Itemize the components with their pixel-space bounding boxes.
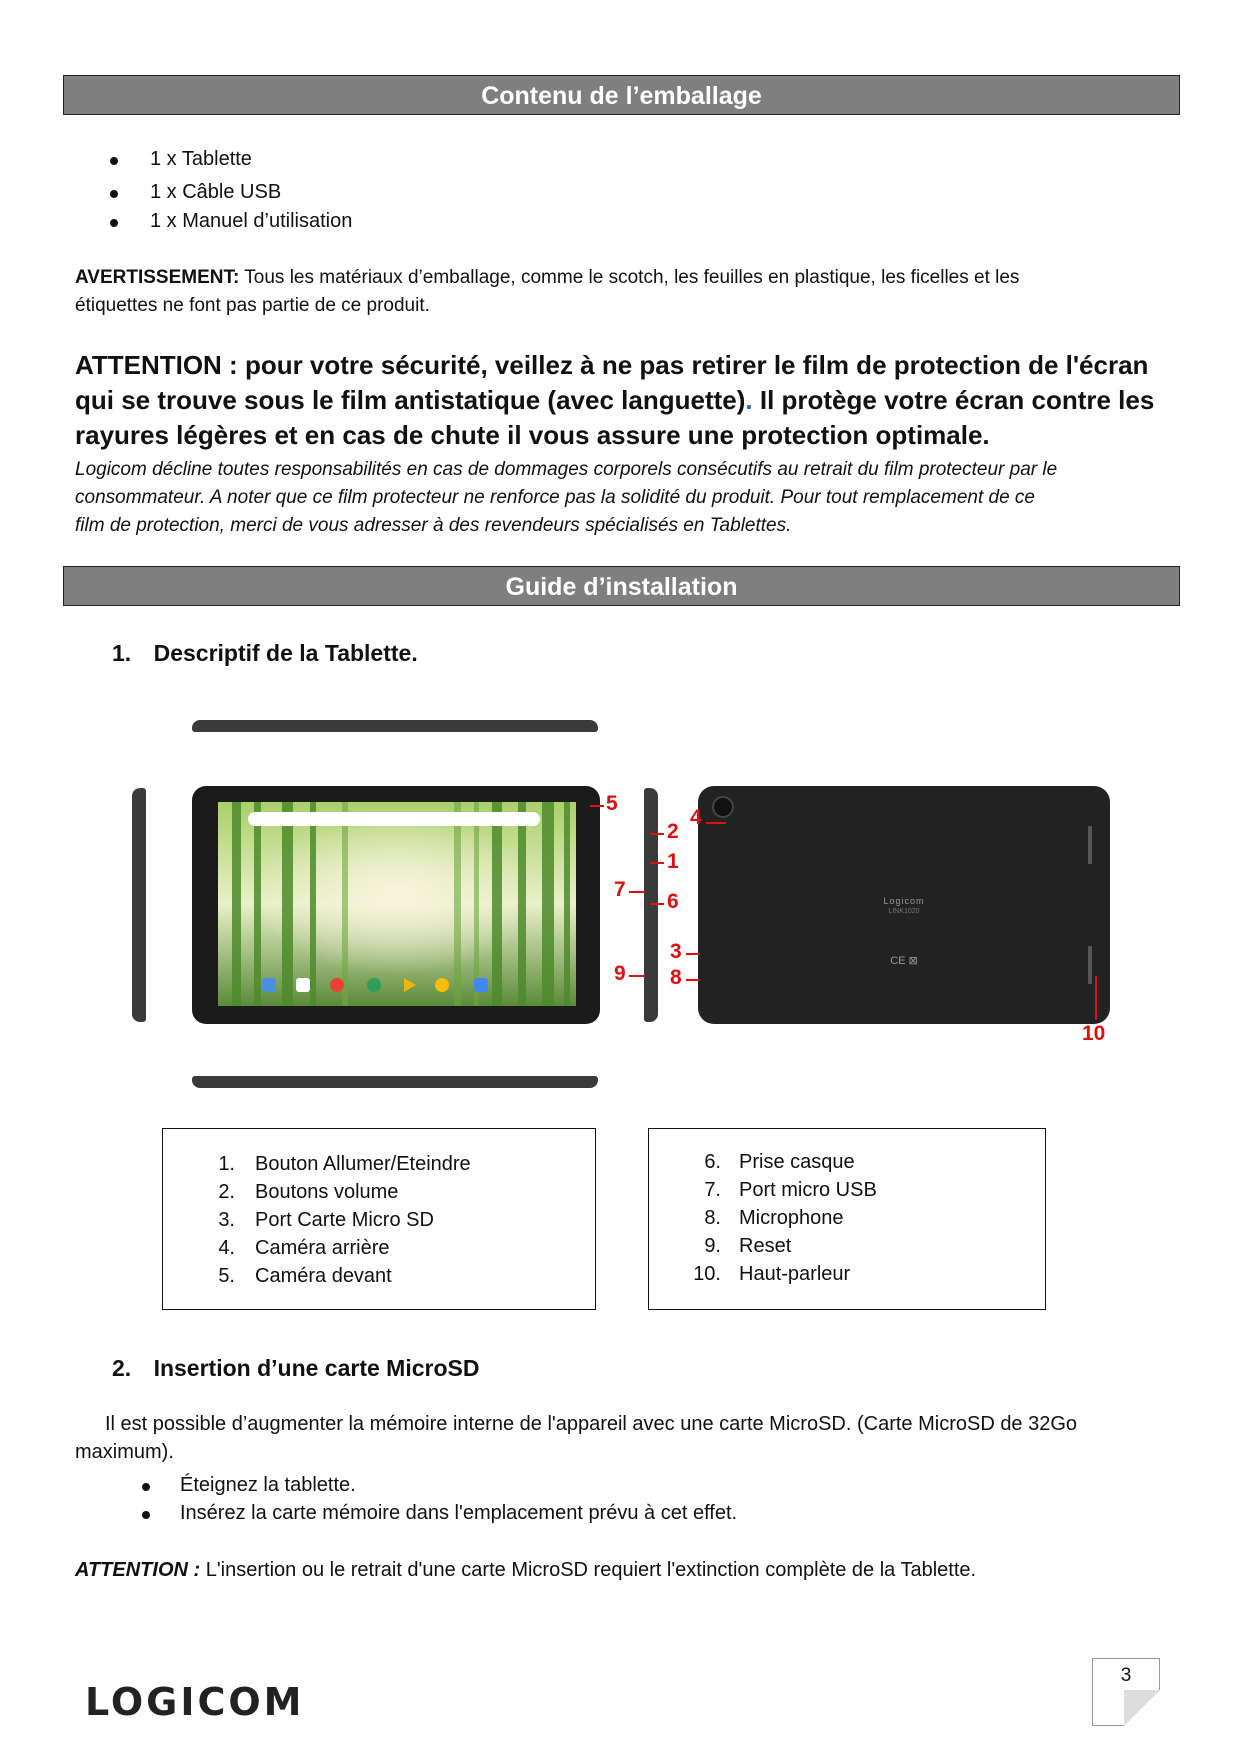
warning-paragraph: AVERTISSEMENT: Tous les matériaux d’emballage, comme le scotch, les feuilles en plastique, les ficelles et les étiquettes ne font pas partie de ce produit.: [75, 267, 1020, 316]
heading-tablet-description: 1. Descriptif de la Tablette.: [112, 640, 418, 666]
callout-5: 5: [606, 792, 618, 815]
callout-6: 6: [667, 890, 679, 913]
callout-8: 8: [670, 966, 682, 989]
callout-3: 3: [670, 940, 682, 963]
back-brand-text: Logicom: [883, 896, 925, 906]
microsd-paragraph: Il est possible d’augmenter la mémoire interne de l'appareil avec une carte MicroSD. (Carte MicroSD de 32Go maximum).: [75, 1413, 1078, 1463]
page-number: 3: [1120, 1665, 1132, 1686]
footer-logo: LOGICOM: [85, 1680, 305, 1724]
callout-1: 1: [667, 850, 679, 873]
disclaimer-paragraph: Logicom décline toutes responsabilités en cas de dommages corporels consécutifs au retrait du film protecteur par le consommateur. A noter que ce film protecteur ne renforce pas la solidité du produit. Pour tout remplacement de ce film de protection, merci de vous adresser à des revendeurs spécialisés en Tablettes.: [75, 459, 1058, 536]
tablet-back: [698, 786, 1110, 1024]
final-attention: ATTENTION : L'insertion ou le retrait d'une carte MicroSD requiert l'extinction complète de la Tablette.: [75, 1559, 977, 1581]
callout-9: 9: [614, 962, 626, 985]
legend-box-left: 1. Bouton Allumer/Eteindre 2. Boutons volume 3. Port Carte Micro SD 4. Caméra arrière 5. Caméra devant: [162, 1128, 596, 1310]
callout-7: 7: [614, 878, 626, 901]
page-number-box: [1092, 1658, 1160, 1726]
tablet-right-side: [644, 788, 658, 1022]
attention-notice: ATTENTION : pour votre sécurité, veillez à ne pas retirer le film de protection de l'écran qui se trouve sous le film antistatique (avec languette). Il protège votre écran contre les rayures légères et en cas de chute il vous assure une protection optimale.: [75, 350, 1155, 450]
tablet-diagram: [120, 710, 1130, 1100]
rear-camera-icon: [712, 796, 734, 818]
screen-wallpaper: [192, 786, 600, 1024]
tablet-front: [192, 786, 600, 1024]
legend-box-right: 6. Prise casque 7. Port micro USB 8. Microphone 9. Reset 10. Haut-parleur: [648, 1128, 1046, 1310]
speaker-grille-top: [1088, 826, 1092, 864]
heading-microsd: 2. Insertion d’une carte MicroSD: [112, 1355, 480, 1381]
callout-4: 4: [690, 806, 702, 829]
callout-10: 10: [1082, 1022, 1106, 1045]
tablet-top-edge: [192, 720, 598, 732]
page-fold-icon: [1124, 1690, 1160, 1726]
back-model-text: LINK1020: [888, 908, 920, 915]
callout-2: 2: [667, 820, 679, 843]
tablet-bottom-edge: [192, 1076, 598, 1088]
ce-mark: CE ⊠: [890, 955, 918, 967]
section-header-install: Guide d’installation: [63, 566, 1180, 606]
section-header-contents: Contenu de l’emballage: [63, 75, 1180, 115]
tablet-left-side: [132, 788, 146, 1022]
